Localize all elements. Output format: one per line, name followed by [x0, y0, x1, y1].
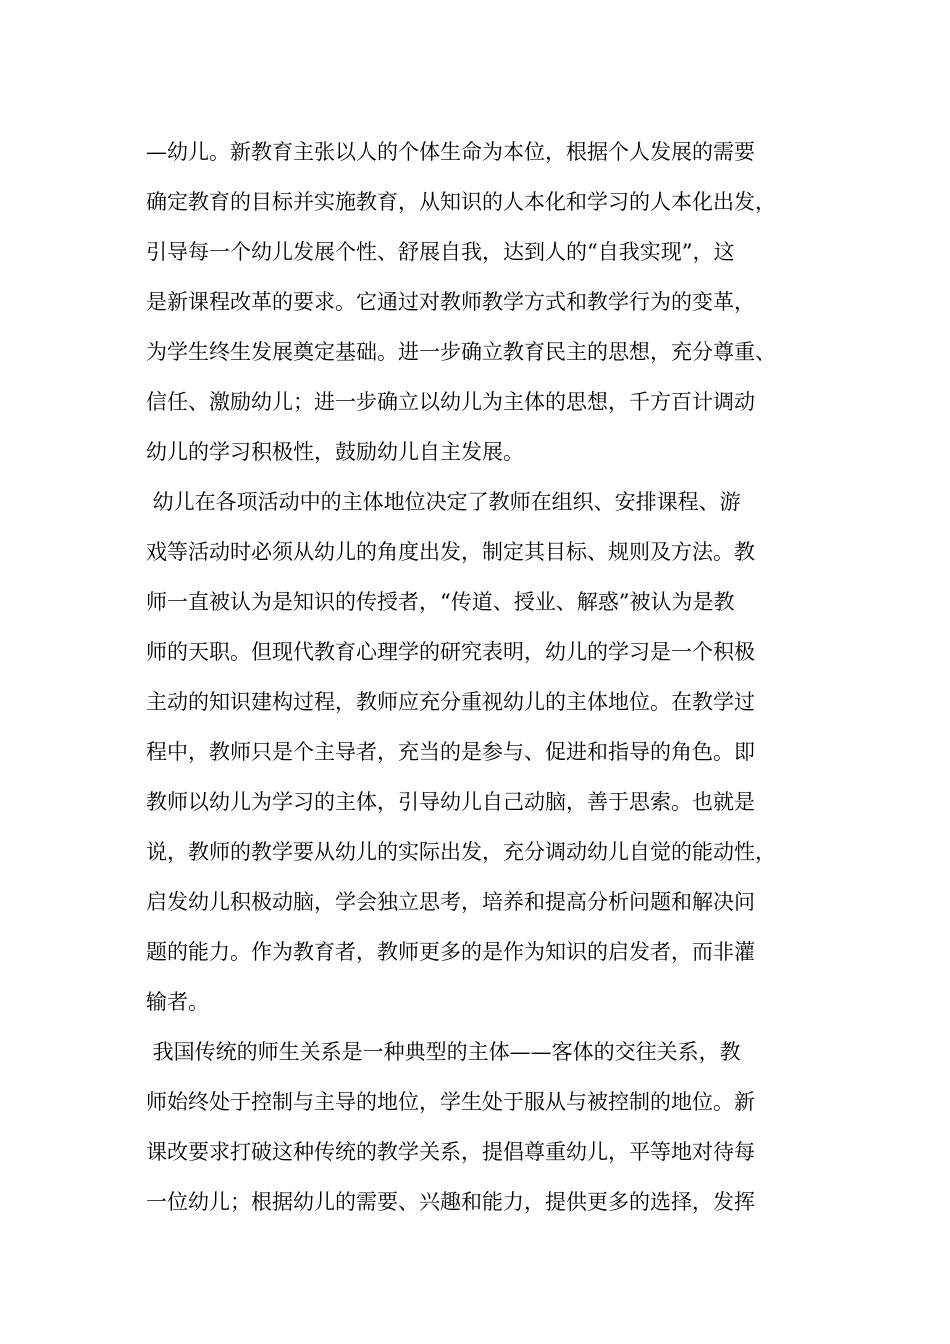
text-line: 是新课程改革的要求。它通过对教师教学方式和教学行为的变革，: [146, 290, 755, 314]
text-line: 一位幼儿；根据幼儿的需要、兴趣和能力，提供更多的选择，发挥: [146, 1190, 755, 1214]
text-line: 师的天职。但现代教育心理学的研究表明，幼儿的学习是一个积极: [146, 640, 755, 664]
paragraph-3: [146, 1034, 826, 1234]
text-line: 说，教师的教学要从幼儿的实际出发，充分调动幼儿自觉的能动性，: [146, 840, 776, 864]
paragraph-1: [146, 134, 826, 484]
text-line: 启发幼儿积极动脑，学会独立思考，培养和提高分析问题和解决问: [146, 890, 755, 914]
text-line: 戏等活动时必须从幼儿的角度出发，制定其目标、规则及方法。教: [146, 540, 755, 564]
text-line: 信任、激励幼儿；进一步确立以幼儿为主体的思想，千方百计调动: [146, 390, 755, 414]
text-line: 程中，教师只是个主导者，充当的是参与、促进和指导的角色。即: [146, 740, 755, 764]
text-line: 师始终处于控制与主导的地位，学生处于服从与被控制的地位。新: [146, 1090, 755, 1114]
text-line: 输者。: [146, 990, 209, 1014]
text-line: 师一直被认为是知识的传授者，“传道、授业、解惑”被认为是教: [146, 590, 735, 614]
text-line: 我国传统的师生关系是一种典型的主体——客体的交往关系，教: [146, 1040, 741, 1064]
text-line: 确定教育的目标并实施教育，从知识的人本化和学习的人本化出发，: [146, 190, 776, 214]
text-line: 引导每一个幼儿发展个性、舒展自我，达到人的“自我实现”，这: [146, 240, 735, 264]
paragraph-2: [146, 484, 826, 1034]
text-line: 为学生终生发展奠定基础。进一步确立教育民主的思想，充分尊重、: [146, 340, 776, 364]
text-line: 课改要求打破这种传统的教学关系，提倡尊重幼儿，平等地对待每: [146, 1140, 755, 1164]
text-line: 幼儿在各项活动中的主体地位决定了教师在组织、安排课程、游: [146, 490, 741, 514]
text-line: 主动的知识建构过程，教师应充分重视幼儿的主体地位。在教学过: [146, 690, 755, 714]
text-line: 题的能力。作为教育者，教师更多的是作为知识的启发者，而非灌: [146, 940, 755, 964]
body-text: [146, 134, 826, 1234]
text-line: —幼儿。新教育主张以人的个体生命为本位，根据个人发展的需要: [146, 140, 755, 164]
text-line: 教师以幼儿为学习的主体，引导幼儿自己动脑，善于思索。也就是: [146, 790, 755, 814]
text-line: 幼儿的学习积极性，鼓励幼儿自主发展。: [146, 440, 524, 464]
